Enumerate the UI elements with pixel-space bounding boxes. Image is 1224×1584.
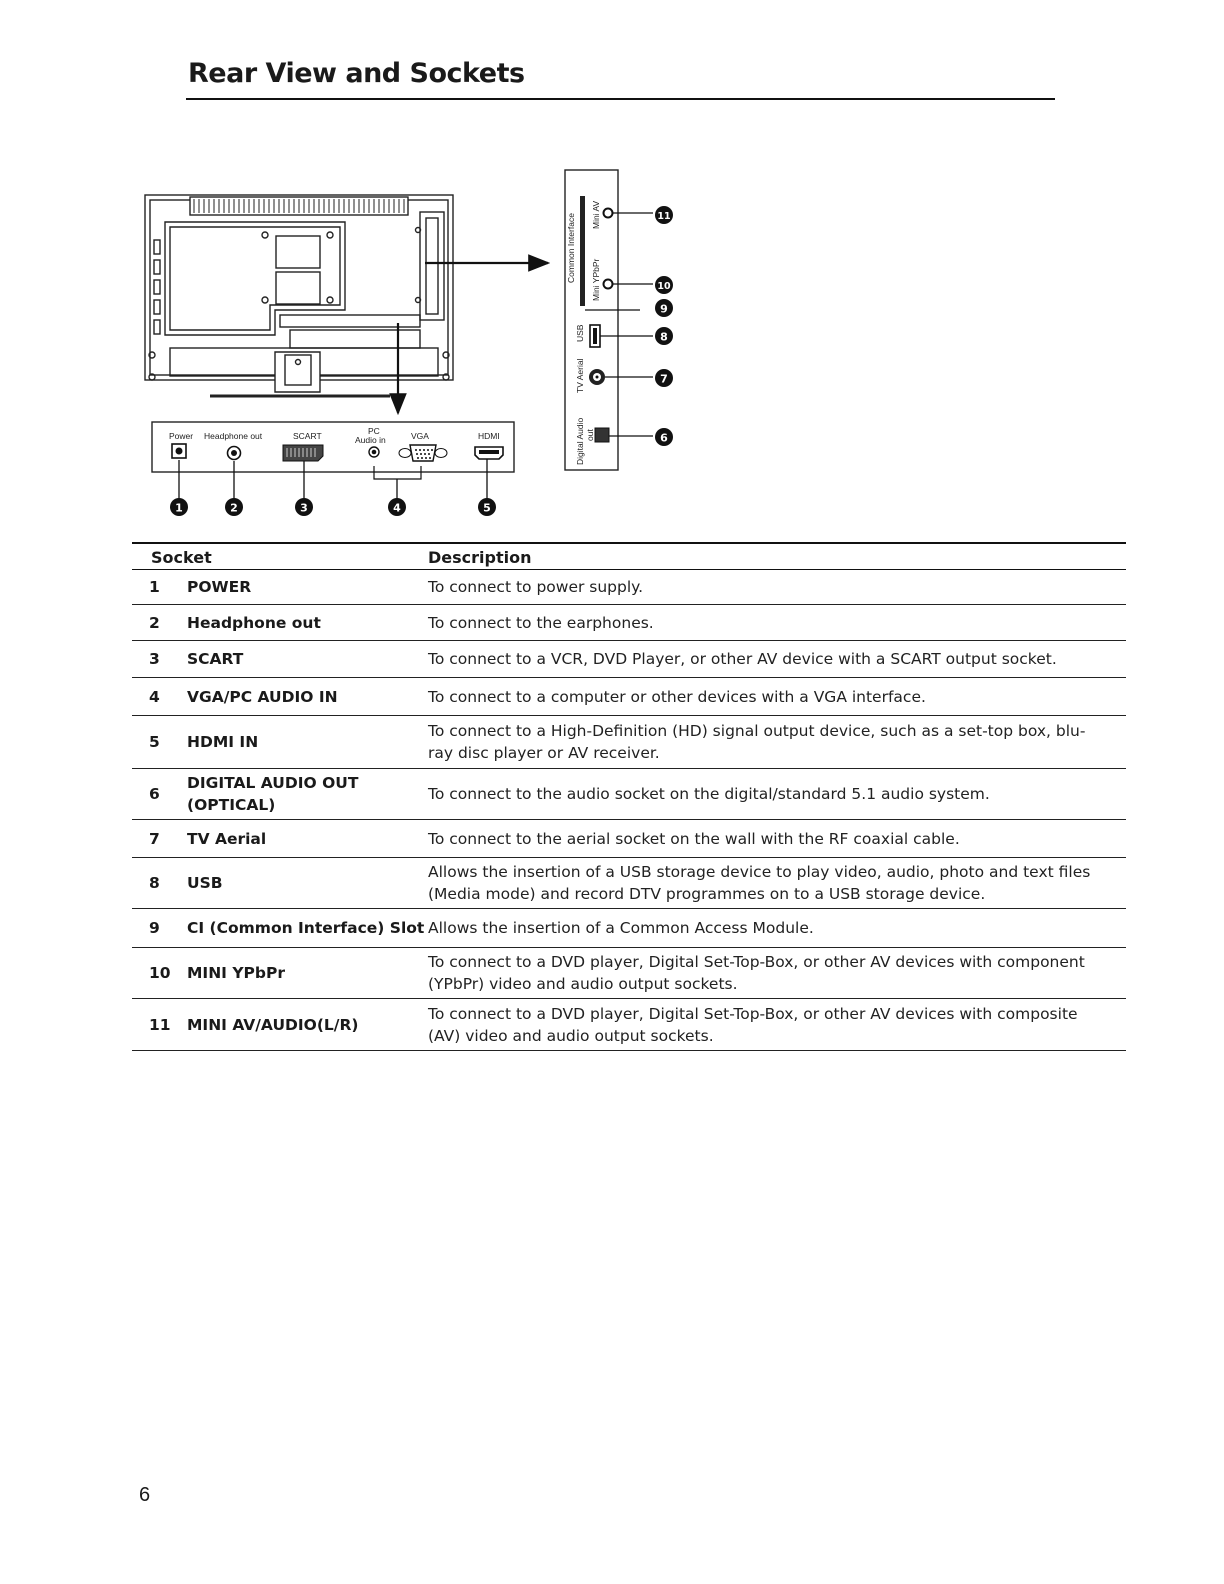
mini-ypbpr-socket-icon	[604, 280, 613, 289]
callout-10	[655, 276, 673, 294]
label-scart: SCART	[293, 431, 322, 441]
socket-name: MINI AV/AUDIO(L/R)	[186, 999, 428, 1051]
svg-text:5: 5	[483, 501, 491, 515]
table-row	[132, 820, 1126, 858]
row-number: 9	[132, 909, 186, 948]
svg-text:7: 7	[660, 372, 668, 386]
socket-description: To connect to the earphones.	[428, 605, 1126, 641]
row-number: 8	[132, 858, 186, 909]
callout-1	[170, 498, 188, 516]
socket-name: SCART	[186, 641, 428, 678]
header-socket: Socket	[132, 543, 428, 570]
row-number: 4	[132, 678, 186, 716]
svg-text:10: 10	[657, 281, 671, 292]
socket-name: DIGITAL AUDIO OUT (OPTICAL)	[186, 769, 428, 820]
row-number: 10	[132, 948, 186, 999]
side-connector-panel	[565, 170, 640, 470]
socket-description: To connect to power supply.	[428, 570, 1126, 605]
svg-text:9: 9	[660, 302, 668, 316]
socket-name: Headphone out	[186, 605, 428, 641]
table-row	[132, 605, 1126, 641]
callout-8	[655, 327, 673, 345]
table-row	[132, 769, 1126, 820]
callout-7	[655, 369, 673, 387]
svg-text:2: 2	[230, 501, 238, 515]
sockets-table	[132, 542, 1126, 1051]
label-hdmi: HDMI	[478, 431, 500, 441]
socket-description: To connect to a DVD player, Digital Set-Top-Box, or other AV devices with component (YPbPr) video and audio output sockets.	[428, 948, 1126, 999]
table-row	[132, 999, 1126, 1051]
socket-description: To connect to a High-Definition (HD) signal output device, such as a set-top box, blu-ray disc player or AV receiver.	[428, 716, 1126, 769]
bottom-connector-panel	[152, 422, 514, 479]
row-number: 1	[132, 570, 186, 605]
table-row	[132, 858, 1126, 909]
svg-text:8: 8	[660, 330, 668, 344]
label-digital-audio-out: out	[585, 429, 595, 441]
socket-description: To connect to the audio socket on the digital/standard 5.1 audio system.	[428, 769, 1126, 820]
socket-name: USB	[186, 858, 428, 909]
table-row	[132, 641, 1126, 678]
socket-name: TV Aerial	[186, 820, 428, 858]
callout-2	[225, 498, 243, 516]
header-description: Description	[428, 543, 1126, 570]
socket-name: CI (Common Interface) Slot	[186, 909, 428, 948]
title-divider	[186, 98, 1055, 100]
socket-name: HDMI IN	[186, 716, 428, 769]
socket-description: To connect to a DVD player, Digital Set-Top-Box, or other AV devices with composite (AV) video and audio output sockets.	[428, 999, 1126, 1051]
label-tv-aerial: TV Aerial	[575, 358, 585, 393]
svg-text:3: 3	[300, 501, 308, 515]
tv-rear-illustration	[145, 195, 453, 396]
label-pc: PC	[368, 426, 380, 436]
svg-text:11: 11	[657, 211, 671, 222]
row-number: 2	[132, 605, 186, 641]
socket-name: VGA/PC AUDIO IN	[186, 678, 428, 716]
socket-description: Allows the insertion of a USB storage device to play video, audio, photo and text files (Media mode) and record DTV programmes on to a USB storage device.	[428, 858, 1126, 909]
label-audio-in: Audio in	[355, 435, 386, 445]
row-number: 5	[132, 716, 186, 769]
socket-name: POWER	[186, 570, 428, 605]
svg-text:1: 1	[175, 501, 183, 515]
table-row	[132, 948, 1126, 999]
label-digital-audio: Digital Audio	[575, 417, 585, 465]
label-mini-ypbpr: Mini YPbPr	[591, 258, 601, 301]
table-row	[132, 678, 1126, 716]
page-title: Rear View and Sockets	[188, 58, 525, 89]
table-row	[132, 716, 1126, 769]
digital-audio-socket-icon	[595, 428, 609, 442]
table-row	[132, 570, 1126, 605]
common-interface-slot-icon	[580, 196, 585, 306]
row-number: 3	[132, 641, 186, 678]
socket-description: To connect to a VCR, DVD Player, or other AV device with a SCART output socket.	[428, 641, 1126, 678]
callout-4	[388, 498, 406, 516]
row-number: 6	[132, 769, 186, 820]
svg-text:6: 6	[660, 431, 668, 445]
callout-11	[655, 206, 673, 224]
socket-name: MINI YPbPr	[186, 948, 428, 999]
mini-av-socket-icon	[604, 209, 613, 218]
rear-view-diagram	[0, 150, 1224, 530]
label-common-interface: Common Interface	[566, 213, 576, 283]
label-headphone: Headphone out	[204, 431, 263, 441]
label-vga: VGA	[411, 431, 429, 441]
page-number: 6	[139, 1484, 151, 1506]
row-number: 7	[132, 820, 186, 858]
label-mini-av: Mini AV	[591, 200, 601, 229]
row-number: 11	[132, 999, 186, 1051]
label-usb: USB	[575, 324, 585, 342]
socket-description: To connect to a computer or other devices with a VGA interface.	[428, 678, 1126, 716]
table-row	[132, 909, 1126, 948]
callout-6	[655, 428, 673, 446]
svg-text:4: 4	[393, 501, 401, 515]
label-power: Power	[169, 431, 194, 441]
callout-5	[478, 498, 496, 516]
socket-description: Allows the insertion of a Common Access Module.	[428, 909, 1126, 948]
callout-9	[655, 299, 673, 317]
callout-3	[295, 498, 313, 516]
socket-description: To connect to the aerial socket on the wall with the RF coaxial cable.	[428, 820, 1126, 858]
